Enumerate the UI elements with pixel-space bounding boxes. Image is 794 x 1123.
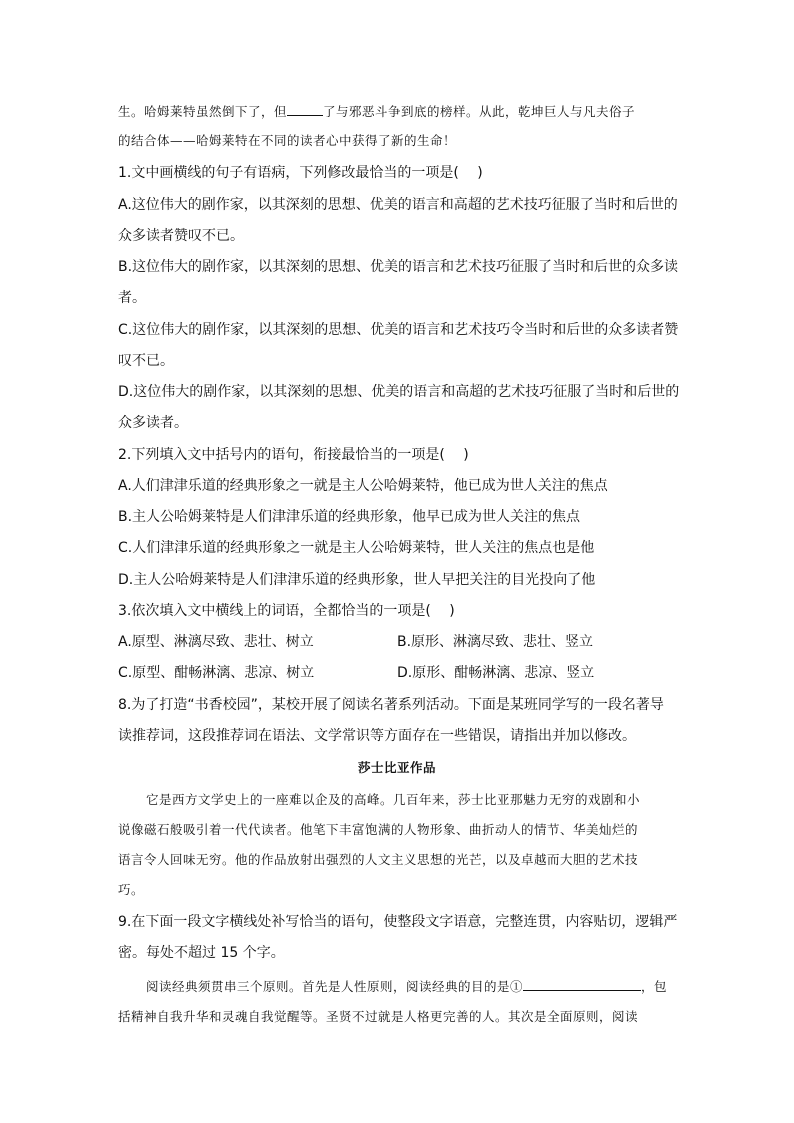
q1-option-c: C.这位伟大的剧作家，以其深刻的思想、优美的语言和艺术技巧令当时和后世的众多读者赞 (118, 322, 679, 338)
question-2-stem: 2.下列填入文中括号内的语句，衔接最恰当的一项是( ) (118, 447, 469, 463)
passage-line: 括精神自我升华和灵魂自我觉醒等。圣贤不过就是人格更完善的人。其次是全面原则，阅读 (118, 1009, 639, 1024)
passage-line (118, 101, 635, 122)
q3-option-a: A.原型、淋漓尽致、悲壮、树立 (118, 634, 314, 650)
recommendation-line: 巧。 (118, 882, 145, 897)
answer-blank-1 (523, 976, 641, 991)
passage-text: 阅读经典须贯串三个原则。首先是人性原则，阅读经典的目的是① (146, 979, 524, 994)
q1-option-a-cont: 众多读者赞叹不已。 (118, 228, 244, 244)
passage-text: 生。哈姆莱特虽然倒下了，但 (118, 104, 288, 119)
q1-option-d: D.这位伟大的剧作家，以其深刻的思想、优美的语言和高超的艺术技巧征服了当时和后世的 (118, 384, 680, 400)
passage-line (146, 976, 667, 997)
q1-option-b: B.这位伟大的剧作家，以其深刻的思想、优美的语言和艺术技巧征服了当时和后世的众多读 (118, 259, 679, 275)
fill-blank (287, 101, 323, 116)
q3-option-c: C.原型、酣畅淋漓、悲凉、树立 (118, 665, 315, 681)
passage-line: 的结合体——哈姆莱特在不同的读者心中获得了新的生命！ (118, 133, 457, 148)
question-1-stem: 1.文中画横线的句子有语病，下列修改最恰当的一项是( ) (118, 165, 483, 181)
q1-option-c-cont: 叹不已。 (118, 353, 174, 369)
q1-option-b-cont: 者。 (118, 290, 146, 306)
recommendation-line: 它是西方文学史上的一座难以企及的高峰。几百年来，莎士比亚那魅力无穷的戏剧和小 (146, 792, 641, 807)
q2-option-c: C.人们津津乐道的经典形象之一就是主人公哈姆莱特，世人关注的焦点也是他 (118, 540, 595, 556)
q1-option-d-cont: 众多读者。 (118, 415, 188, 431)
question-3-stem: 3.依次填入文中横线上的词语，全都恰当的一项是( ) (118, 603, 455, 619)
question-8-stem: 8.为了打造“书香校园”，某校开展了阅读名著系列活动。下面是某班同学写的一段名著导 (118, 697, 664, 713)
q2-option-a: A.人们津津乐道的经典形象之一就是主人公哈姆莱特，他已成为世人关注的焦点 (118, 478, 608, 494)
question-9-stem-cont: 密。每处不超过 15 个字。 (118, 945, 285, 961)
question-9-stem: 9.在下面一段文字横线处补写恰当的语句，使整段文字语意，完整连贯，内容贴切，逻辑严 (118, 914, 678, 930)
q2-option-b: B.主人公哈姆莱特是人们津津乐道的经典形象，他早已成为世人关注的焦点 (118, 509, 581, 525)
q1-option-a: A.这位伟大的剧作家，以其深刻的思想、优美的语言和高超的艺术技巧征服了当时和后世的 (118, 197, 678, 213)
recommendation-line: 说像磁石般吸引着一代代读者。他笔下丰富饱满的人物形象、曲折动人的情节、华美灿烂的 (118, 822, 639, 837)
q2-option-d: D.主人公哈姆莱特是人们津津乐道的经典形象，世人早把关注的目光投向了他 (118, 572, 596, 588)
recommendation-title: 莎士比亚作品 (357, 760, 436, 775)
q3-option-b: B.原形、淋漓尽致、悲壮、竖立 (397, 634, 594, 650)
q3-option-d: D.原形、酣畅淋漓、悲凉、竖立 (397, 665, 595, 681)
question-8-stem-cont: 读推荐词，这段推荐词在语法、文学常识等方面存在一些错误，请指出并加以修改。 (118, 728, 636, 744)
passage-text: ，包 (641, 979, 668, 994)
passage-text: 了与邪恶斗争到底的榜样。从此，乾坤巨人与凡夫俗子 (323, 104, 636, 119)
recommendation-line: 语言令人回味无穷。他的作品放射出强烈的人文主义思想的光芒，以及卓越而大胆的艺术技 (118, 852, 639, 867)
